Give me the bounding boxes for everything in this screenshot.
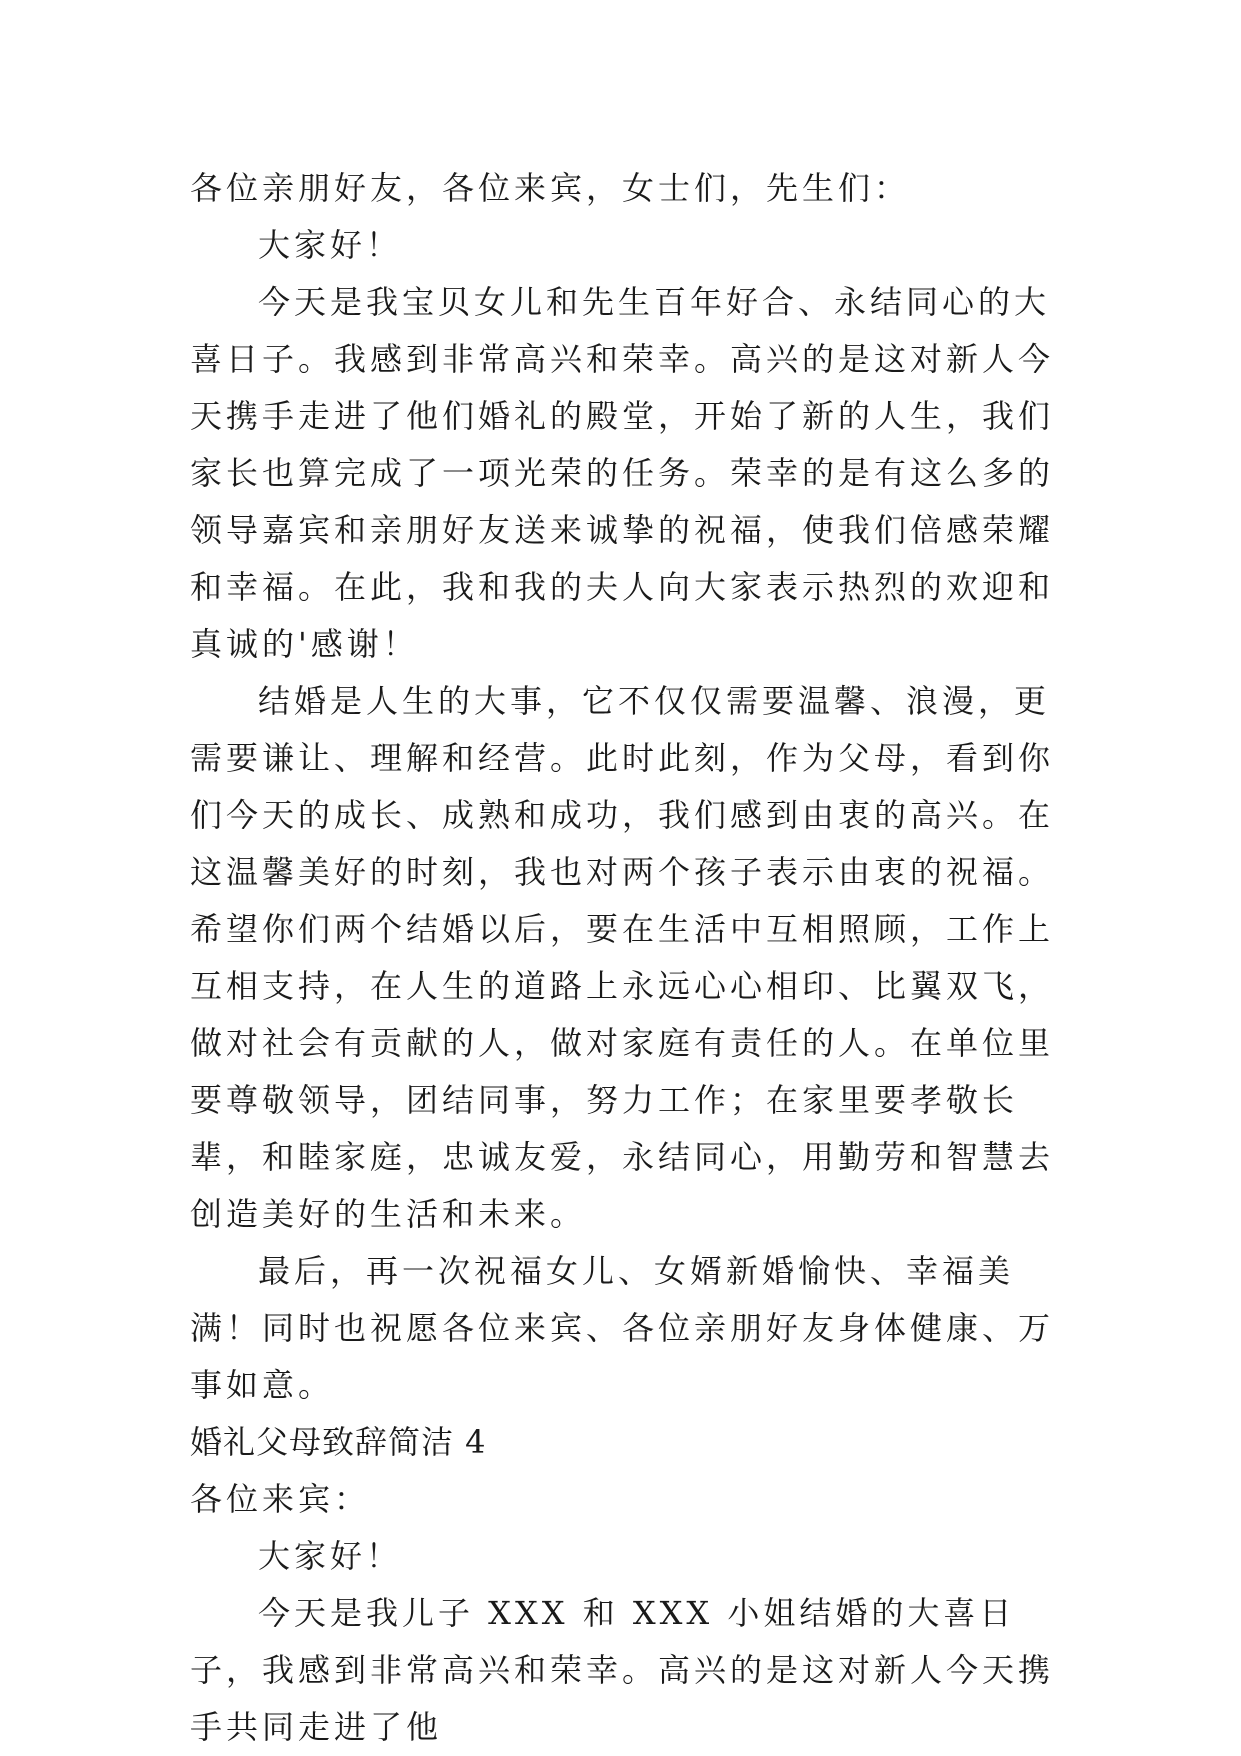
paragraph: 今天是我宝贝女儿和先生百年好合、永结同心的大喜日子。我感到非常高兴和荣幸。高兴的是这对新人今天携手走进了他们婚礼的殿堂，开始了新的人生，我们家长也算完成了一项光荣的任务。荣幸的是有这么多的领导嘉宾和亲朋好友送来诚挚的祝福，使我们倍感荣耀和幸福。在此，我和我的夫人向大家表示热烈的欢迎和真诚的'感谢！ bbox=[190, 283, 1055, 663]
paragraph: 最后，再一次祝福女儿、女婿新婚愉快、幸福美满！同时也祝愿各位来宾、各位亲朋好友身体健康、万事如意。 bbox=[190, 1252, 1055, 1404]
greeting: 大家好！ bbox=[258, 226, 403, 264]
paragraph: 今天是我儿子 XXX 和 XXX 小姐结婚的大喜日子，我感到非常高兴和荣幸。高兴的是这对新人今天携手共同走进了他 bbox=[190, 1594, 1055, 1746]
salutation: 各位来宾： bbox=[190, 1480, 371, 1518]
salutation: 各位亲朋好友，各位来宾，女士们，先生们： bbox=[190, 169, 911, 207]
section-heading: 婚礼父母致辞简洁 4 bbox=[190, 1423, 487, 1461]
greeting: 大家好！ bbox=[258, 1537, 403, 1575]
document-body bbox=[190, 160, 1070, 1756]
paragraph: 结婚是人生的大事，它不仅仅需要温馨、浪漫，更需要谦让、理解和经营。此时此刻，作为父母，看到你们今天的成长、成熟和成功，我们感到由衷的高兴。在这温馨美好的时刻，我也对两个孩子表示由衷的祝福。希望你们两个结婚以后，要在生活中互相照顾，工作上互相支持，在人生的道路上永远心心相印、比翼双飞，做对社会有贡献的人，做对家庭有责任的人。在单位里要尊敬领导，团结同事，努力工作；在家里要孝敬长辈，和睦家庭，忠诚友爱，永结同心，用勤劳和智慧去创造美好的生活和未来。 bbox=[190, 682, 1055, 1233]
